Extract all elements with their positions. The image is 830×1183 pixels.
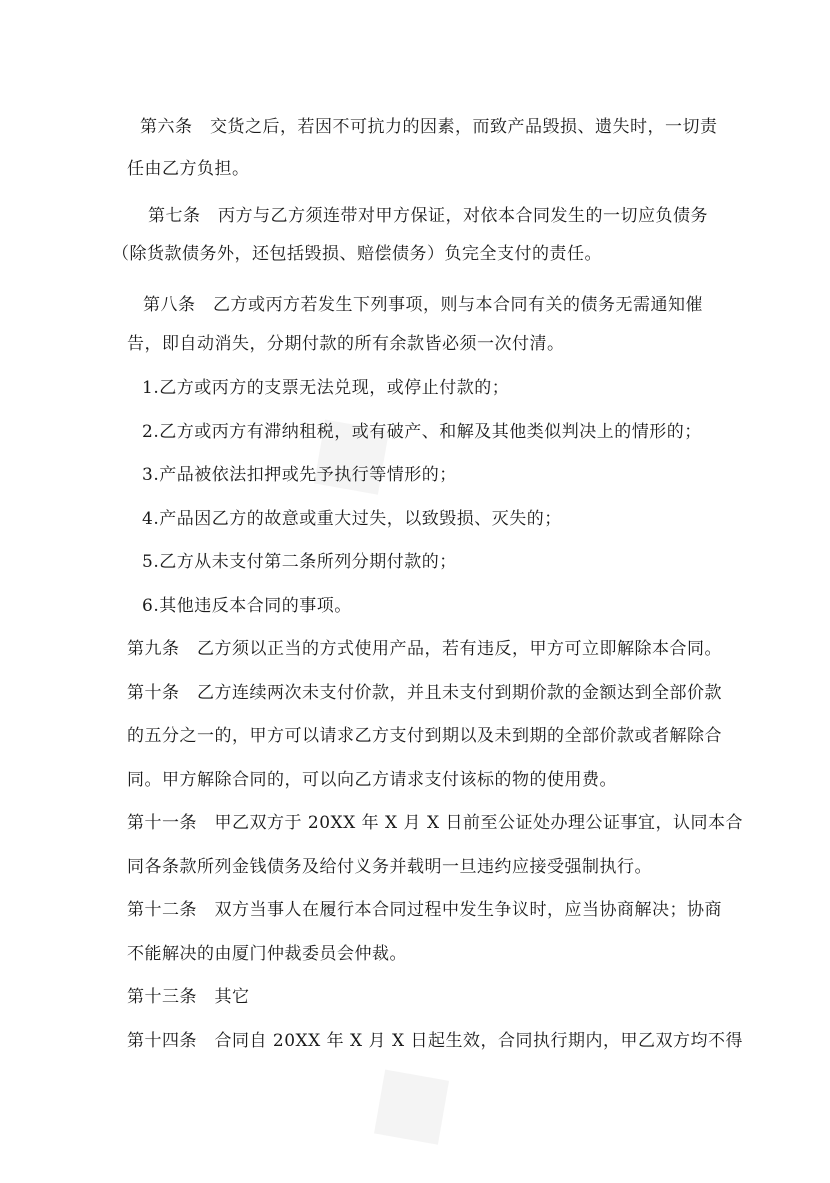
text-line: 同。甲方解除合同的，可以向乙方请求支付该标的物的使用费。 — [127, 770, 617, 790]
text-line: 告，即自动消失，分期付款的所有余款皆必须一次付清。 — [127, 334, 565, 354]
text-line: 3.产品被依法扣押或先予执行等情形的； — [142, 465, 457, 485]
text-line: 6.其他违反本合同的事项。 — [142, 596, 352, 616]
text-line: （除货款债务外，还包括毁损、赔偿债务）负完全支付的责任。 — [112, 244, 602, 264]
text-line: 第十三条 其它 — [127, 987, 250, 1007]
text-line: 第十一条 甲乙双方于 20XX 年 X 月 X 日前至公证处办理公证事宜，认同本合 — [127, 813, 743, 833]
text-line: 第十二条 双方当事人在履行本合同过程中发生争议时，应当协商解决；协商 — [127, 900, 722, 920]
text-line: 同各条款所列金钱债务及给付义务并载明一旦违约应接受强制执行。 — [127, 857, 652, 877]
text-line: 第十四条 合同自 20XX 年 X 月 X 日起生效，合同执行期内，甲乙双方均不得 — [127, 1031, 743, 1051]
text-line: 任由乙方负担。 — [127, 159, 250, 179]
text-line: 5.乙方从未支付第二条所列分期付款的； — [142, 552, 457, 572]
text-line: 第十条 乙方连续两次未支付价款，并且未支付到期价款的金额达到全部价款 — [127, 683, 722, 703]
text-line: 第九条 乙方须以正当的方式使用产品，若有违反，甲方可立即解除本合同。 — [127, 639, 722, 659]
text-line: 第六条 交货之后，若因不可抗力的因素，而致产品毁损、遗失时，一切责 — [140, 117, 718, 137]
text-line: 1.乙方或丙方的支票无法兑现，或停止付款的； — [142, 378, 510, 398]
text-line: 的五分之一的，甲方可以请求乙方支付到期以及未到期的全部价款或者解除合 — [127, 726, 722, 746]
text-line: 2.乙方或丙方有滞纳租税，或有破产、和解及其他类似判决上的情形的； — [142, 422, 702, 442]
text-line: 4.产品因乙方的故意或重大过失，以致毁损、灭失的； — [142, 509, 562, 529]
text-line: 第七条 丙方与乙方须连带对甲方保证，对依本合同发生的一切应负债务 — [148, 206, 708, 226]
text-line: 不能解决的由厦门仲裁委员会仲裁。 — [127, 944, 407, 964]
text-line: 第八条 乙方或丙方若发生下列事项，则与本合同有关的债务无需通知催 — [143, 295, 703, 315]
